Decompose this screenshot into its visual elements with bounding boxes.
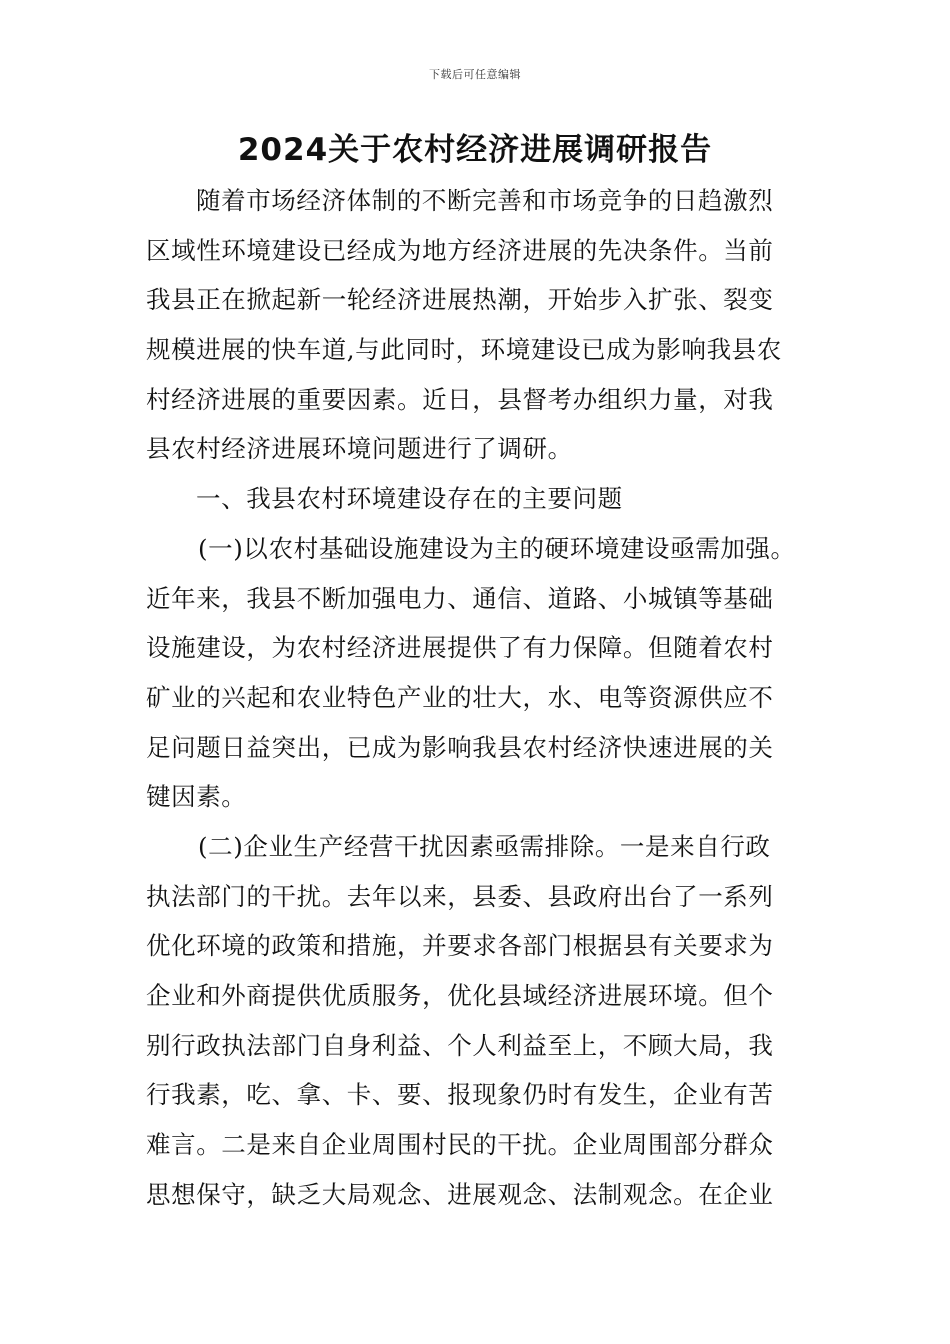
paragraph-line: 规模进展的快车道,与此同时，环境建设已成为影响我县农	[146, 335, 782, 365]
header-note: 下载后可任意编辑	[429, 68, 521, 81]
section-heading: 一、我县农村环境建设存在的主要问题	[196, 484, 623, 514]
paragraph-line: 村经济进展的重要因素。近日，县督考办组织力量，对我	[146, 384, 774, 414]
paragraph-line: 区域性环境建设已经成为地方经济进展的先决条件。当前	[146, 235, 774, 265]
paragraph-line: 足问题日益突出，已成为影响我县农村经济快速进展的关	[146, 732, 774, 762]
paragraph-line: 矿业的兴起和农业特色产业的壮大，水、电等资源供应不	[146, 682, 774, 712]
paragraph-line: 我县正在掀起新一轮经济进展热潮，开始步入扩张、裂变	[146, 285, 774, 315]
paragraph-line: 随着市场经济体制的不断完善和市场竞争的日趋激烈	[196, 186, 774, 215]
paragraph-line: 难言。二是来自企业周围村民的干扰。企业周围部分群众	[146, 1130, 774, 1160]
subsection-heading: (一)以农村基础设施建设为主的硬环境建设亟需加强。	[198, 533, 796, 563]
paragraph-line: 键因素。	[146, 782, 247, 812]
document-body	[146, 176, 810, 1219]
paragraph-line: 执法部门的干扰。去年以来，县委、县政府出台了一系列	[146, 881, 774, 911]
subsection-heading: (二)企业生产经营干扰因素亟需排除。一是来自行政	[198, 831, 771, 861]
paragraph-line: 县农村经济进展环境问题进行了调研。	[146, 434, 573, 464]
document-title: 2024关于农村经济进展调研报告	[237, 132, 713, 168]
paragraph-line: 别行政执法部门自身利益、个人利益至上，不顾大局，我	[146, 1030, 774, 1060]
paragraph-line: 思想保守，缺乏大局观念、进展观念、法制观念。在企业	[146, 1179, 774, 1209]
paragraph-line: 行我素，吃、拿、卡、要、报现象仍时有发生，企业有苦	[146, 1080, 774, 1110]
paragraph-line: 优化环境的政策和措施，并要求各部门根据县有关要求为	[146, 931, 774, 961]
paragraph-line: 近年来，我县不断加强电力、通信、道路、小城镇等基础	[146, 583, 774, 613]
paragraph-line: 企业和外商提供优质服务，优化县域经济进展环境。但个	[146, 981, 774, 1010]
paragraph-line: 设施建设，为农村经济进展提供了有力保障。但随着农村	[146, 633, 774, 663]
